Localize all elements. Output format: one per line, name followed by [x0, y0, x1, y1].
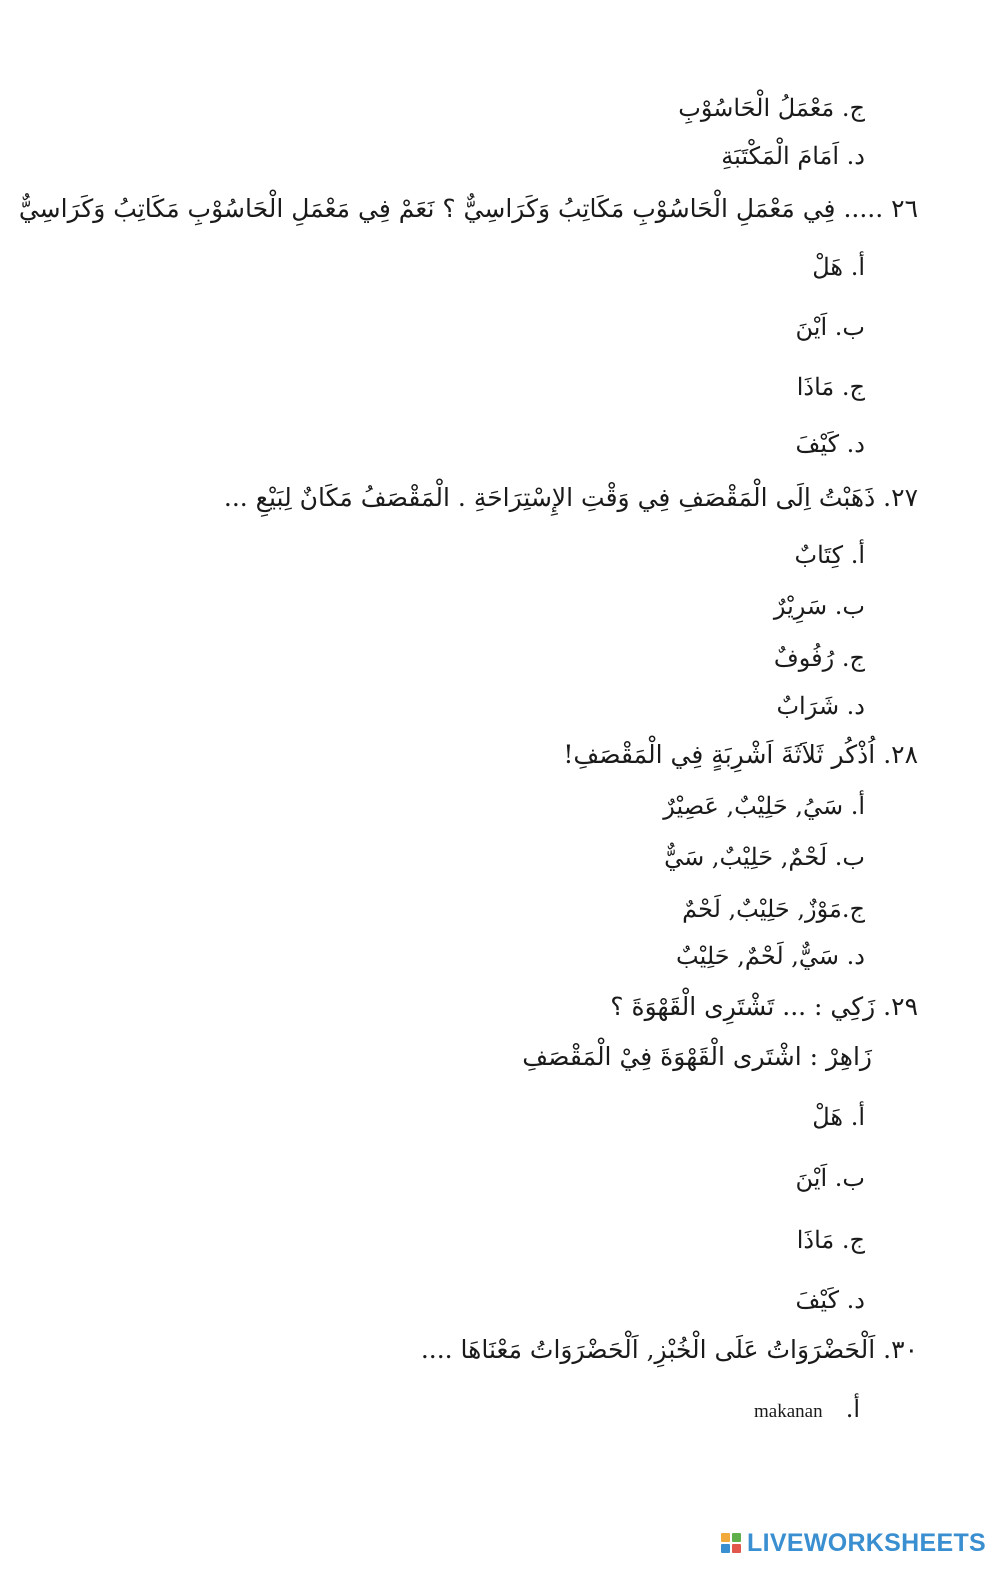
q29-reply: زَاهِرْ : اشْتَرى الْقَهْوَةَ فِيْ الْمَقْصَفِ — [522, 1042, 872, 1071]
q29-option-d[interactable]: د. كَيْفَ — [795, 1286, 865, 1314]
q27-option-c[interactable]: ج. رُفُوفٌ — [773, 644, 865, 672]
q29-option-b[interactable]: ب. اَيْنَ — [795, 1164, 865, 1192]
q26-option-a[interactable]: أ. هَلْ — [812, 253, 865, 281]
q28-option-a[interactable]: أ. سَيُ, حَلِيْبٌ, عَصِيْرٌ — [663, 792, 865, 820]
logo-text: LIVEWORKSHEETS — [747, 1528, 986, 1557]
q30-option-a-text: makanan — [754, 1401, 823, 1422]
q27-option-a[interactable]: أ. كِتَابٌ — [794, 541, 865, 569]
question-28: ٢٨. اُذْكُر ثَلاَثَةَ اَشْرِبَةٍ فِي الْمَقْصَفِ! — [563, 740, 918, 769]
q27-option-d[interactable]: د. شَرَابٌ — [776, 692, 865, 720]
q26-option-d[interactable]: د. كَيْفَ — [795, 430, 865, 458]
q26-option-b[interactable]: ب. اَيْنَ — [795, 313, 865, 341]
logo-squares-icon — [721, 1533, 741, 1553]
q29-option-a[interactable]: أ. هَلْ — [812, 1103, 865, 1131]
q27-option-b[interactable]: ب. سَرِيْرٌ — [773, 592, 865, 620]
question-27: ٢٧. ذَهَبْتُ اِلَى الْمَقْصَفِ فِي وَقْتِ الإِسْتِرَاحَةِ . الْمَقْصَفُ مَكَانٌ لِبَيْعِ ... — [223, 483, 918, 512]
q25-option-c[interactable]: ج. مَعْمَلُ الْحَاسُوْبِ — [678, 94, 865, 122]
q30-option-a-letter: أ. — [845, 1395, 860, 1423]
liveworksheets-logo — [721, 1527, 986, 1559]
q25-option-d[interactable]: د. اَمَامَ الْمَكْتَبَةِ — [721, 142, 865, 170]
q30-option-a[interactable] — [754, 1397, 860, 1423]
q28-option-d[interactable]: د. سَيٌّ, لَحْمٌ, حَلِيْبٌ — [676, 942, 865, 970]
question-26: ٢٦ ..... فِي مَعْمَلِ الْحَاسُوْبِ مَكَاتِبُ وَكَرَاسِيٌّ ؟ نَعَمْ فِي مَعْمَلِ الْحَاسُوْبِ مَكَاتِبُ وَكَرَاسِيٌّ — [18, 194, 918, 223]
question-30: ٣٠. اَلْحَضْرَوَاتُ عَلَى الْخُبْزِ, اَلْحَضْرَوَاتُ مَعْنَاهَا .... — [420, 1335, 918, 1364]
question-29: ٢٩. زَكِي : ... تَشْتَرِى الْقَهْوَةَ ؟ — [610, 992, 918, 1021]
q26-option-c[interactable]: ج. مَاذَا — [796, 373, 865, 401]
q28-option-c[interactable]: ج.مَوْزٌ, حَلِيْبٌ, لَحْمٌ — [682, 895, 865, 923]
q29-option-c[interactable]: ج. مَاذَا — [796, 1226, 865, 1254]
q28-option-b[interactable]: ب. لَحْمٌ, حَلِيْبٌ, سَيٌّ — [664, 843, 865, 871]
